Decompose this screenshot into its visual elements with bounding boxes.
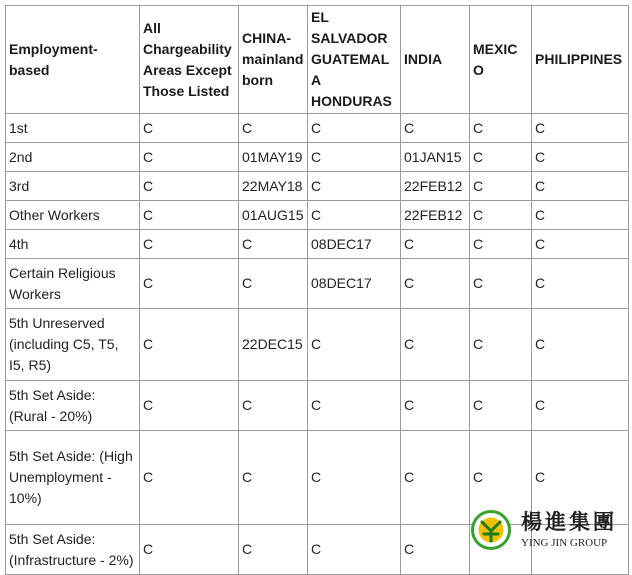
cell-all-chargeability: C — [140, 172, 239, 201]
cell-mexico: C — [470, 259, 532, 309]
row-category: 4th — [6, 230, 140, 259]
cell-india: C — [401, 259, 470, 309]
cell-india: 01JAN15 — [401, 143, 470, 172]
cell-all-chargeability: C — [140, 381, 239, 431]
cell-el-salvador: C — [308, 143, 401, 172]
row-category: 3rd — [6, 172, 140, 201]
table-row — [6, 381, 629, 431]
cell-mexico: C — [470, 114, 532, 143]
header-philippines: PHILIPPINES — [532, 6, 629, 114]
header-el-salvador-guatemala-honduras: EL SALVADOR GUATEMALA HONDURAS — [308, 6, 401, 114]
cell-philippines: C — [532, 230, 629, 259]
cell-mexico: C — [470, 230, 532, 259]
cell-philippines: C — [532, 309, 629, 381]
cell-china: C — [239, 431, 308, 525]
cell-china: 22DEC15 — [239, 309, 308, 381]
cell-philippines: C — [532, 381, 629, 431]
cell-all-chargeability: C — [140, 201, 239, 230]
cell-philippines: C — [532, 431, 629, 525]
cell-india: 22FEB12 — [401, 172, 470, 201]
cell-china: C — [239, 230, 308, 259]
header-mexico: MEXICO — [470, 6, 532, 114]
row-category: 5th Set Aside: (High Unemployment - 10%) — [6, 431, 140, 525]
table-row — [6, 172, 629, 201]
cell-mexico: C — [470, 309, 532, 381]
header-employment-based: Employment-based — [6, 6, 140, 114]
cell-el-salvador: C — [308, 201, 401, 230]
cell-philippines: C — [532, 201, 629, 230]
cell-all-chargeability: C — [140, 259, 239, 309]
header-india: INDIA — [401, 6, 470, 114]
cell-el-salvador: C — [308, 114, 401, 143]
cell-china: 01AUG15 — [239, 201, 308, 230]
cell-mexico: C — [470, 431, 532, 525]
table-row — [6, 259, 629, 309]
table-row — [6, 143, 629, 172]
cell-mexico: C — [470, 201, 532, 230]
visa-bulletin-table — [5, 5, 629, 575]
table-row — [6, 230, 629, 259]
cell-el-salvador: C — [308, 381, 401, 431]
cell-all-chargeability: C — [140, 309, 239, 381]
cell-philippines: C — [532, 143, 629, 172]
cell-el-salvador: C — [308, 309, 401, 381]
cell-el-salvador: 08DEC17 — [308, 230, 401, 259]
yingjin-logo-icon — [471, 510, 511, 550]
cell-india: C — [401, 309, 470, 381]
cell-india: C — [401, 381, 470, 431]
cell-china: C — [239, 381, 308, 431]
cell-el-salvador: 08DEC17 — [308, 259, 401, 309]
cell-philippines: C — [532, 114, 629, 143]
cell-china: C — [239, 114, 308, 143]
cell-mexico: C — [470, 143, 532, 172]
cell-mexico: C — [470, 172, 532, 201]
table-row — [6, 309, 629, 381]
cell-china: 01MAY19 — [239, 143, 308, 172]
cell-china: 22MAY18 — [239, 172, 308, 201]
cell-india: C — [401, 525, 470, 575]
cell-el-salvador: C — [308, 431, 401, 525]
cell-philippines: C — [532, 259, 629, 309]
header-china: CHINA-mainland born — [239, 6, 308, 114]
row-category: 5th Unreserved (including C5, T5, I5, R5) — [6, 309, 140, 381]
watermark-chinese-name: 楊進集團 — [521, 509, 617, 534]
cell-all-chargeability: C — [140, 143, 239, 172]
table-row — [6, 201, 629, 230]
watermark-english-name: YING JIN GROUP — [521, 537, 608, 549]
table-header-row — [6, 6, 629, 114]
cell-india: C — [401, 431, 470, 525]
cell-el-salvador: C — [308, 525, 401, 575]
row-category: 2nd — [6, 143, 140, 172]
header-all-chargeability: All Chargeability Areas Except Those Listed — [140, 6, 239, 114]
cell-mexico: C — [470, 381, 532, 431]
row-category: Certain Religious Workers — [6, 259, 140, 309]
cell-india: C — [401, 114, 470, 143]
cell-india: 22FEB12 — [401, 201, 470, 230]
cell-china: C — [239, 259, 308, 309]
yingjin-watermark — [471, 508, 629, 554]
cell-all-chargeability: C — [140, 431, 239, 525]
cell-all-chargeability: C — [140, 114, 239, 143]
row-category: Other Workers — [6, 201, 140, 230]
cell-el-salvador: C — [308, 172, 401, 201]
cell-all-chargeability: C — [140, 525, 239, 575]
table-row — [6, 114, 629, 143]
row-category: 1st — [6, 114, 140, 143]
cell-philippines: C — [532, 172, 629, 201]
row-category: 5th Set Aside: (Infrastructure - 2%) — [6, 525, 140, 575]
cell-all-chargeability: C — [140, 230, 239, 259]
cell-china: C — [239, 525, 308, 575]
cell-india: C — [401, 230, 470, 259]
row-category: 5th Set Aside: (Rural - 20%) — [6, 381, 140, 431]
